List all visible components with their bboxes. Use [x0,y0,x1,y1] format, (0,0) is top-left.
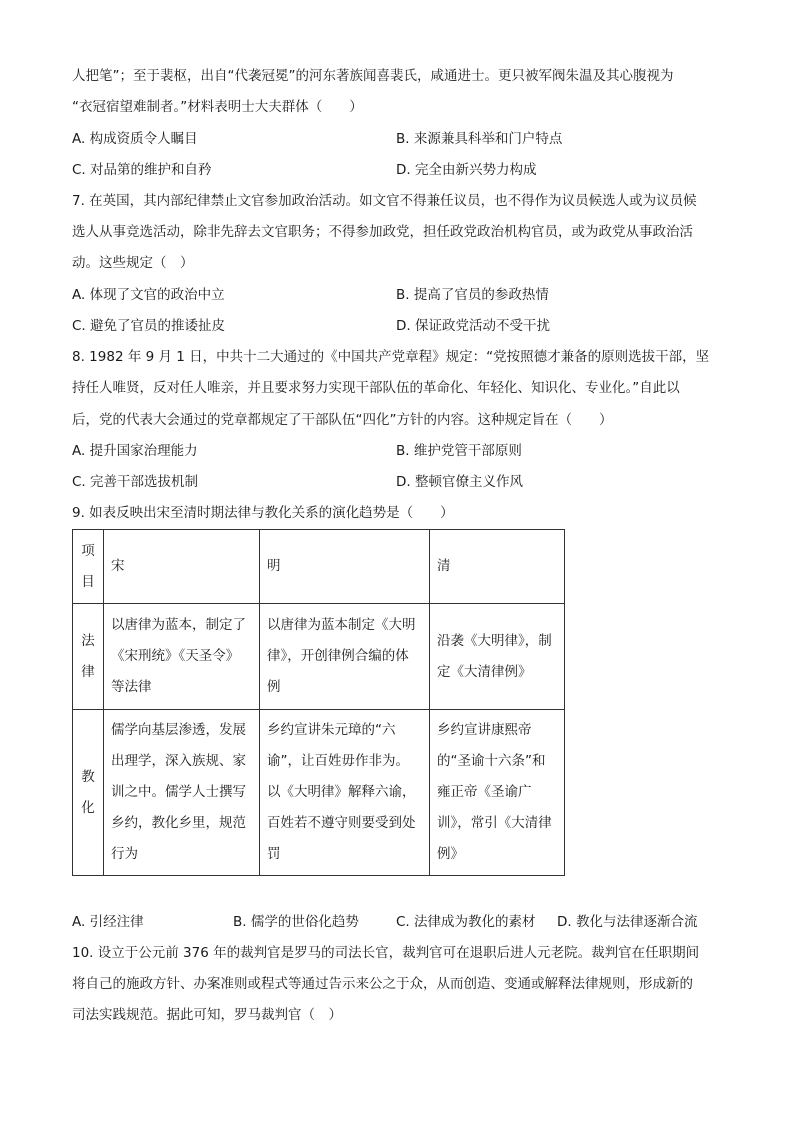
q9-option-c[interactable]: C. 法律成为教化的素材 [396,914,536,930]
q8-stem-line-2: 持任人唯贤，反对任人唯亲，并且要求努力实现干部队伍的革命化、年轻化、知识化、专业化。”自此以 [72,380,680,396]
q7-option-c[interactable]: C. 避免了官员的推诿扯皮 [72,318,226,334]
q7-stem-line-3: 动。这些规定（ ） [72,255,194,271]
q8-option-d[interactable]: D. 整顿官僚主义作风 [396,474,523,490]
table-cell-law-ming: 以唐律为蓝本制定《大明律》，开创律例合编的体例 [260,604,430,710]
q6-option-a[interactable]: A. 构成资质令人瞩目 [72,131,198,147]
q7-stem-line-1: 7. 在英国，其内部纪律禁止文官参加政治活动。如文官不得兼任议员，也不得作为议员候选人或为议员候 [72,193,697,209]
q6-option-c[interactable]: C. 对品第的维护和自矜 [72,162,212,178]
table-header-ming: 明 [260,530,430,604]
table-cell-education-song: 儒学向基层渗透，发展出理学，深入族规、家训之中。儒学人士撰写乡约，教化乡里，规范行为 [104,710,260,876]
table-cell-education-ming: 乡约宣讲朱元璋的“六谕”，让百姓毋作非为。以《大明律》解释六谕，百姓若不遵守则要受到处罚 [260,710,430,876]
q9-option-a[interactable]: A. 引经注律 [72,914,144,930]
q9-stem: 9. 如表反映出宋至清时期法律与教化关系的演化趋势是（ ） [72,505,454,521]
q6-option-b[interactable]: B. 来源兼具科举和门户特点 [396,131,563,147]
q7-option-b[interactable]: B. 提高了官员的参政热情 [396,287,549,303]
q9-table [72,529,565,876]
q6-stem-line-1: 人把笔”；至于裴枢，出自“代袭冠冕”的河东著族闻喜裴氏，咸通进士。更只被军阀朱温及其心腹视为 [72,68,674,84]
table-row-label-education: 教化 [73,710,104,876]
q8-option-c[interactable]: C. 完善干部选拔机制 [72,474,199,490]
q8-option-b[interactable]: B. 维护党管干部原则 [396,443,522,459]
q7-stem-line-2: 选人从事竞选活动，除非先辞去文官职务；不得参加政党，担任政党政治机构官员，或为政党从事政治活 [72,224,693,240]
q8-stem-line-3: 后，党的代表大会通过的党章都规定了干部队伍“四化”方针的内容。这种规定旨在（ ） [72,412,613,428]
table-row-label-law: 法律 [73,604,104,710]
table-cell-law-song: 以唐律为蓝本，制定了《宋刑统》《天圣令》等法律 [104,604,260,710]
table-row-education [73,710,565,876]
table-header-item: 项目 [73,530,104,604]
q7-option-d[interactable]: D. 保证政党活动不受干扰 [396,318,550,334]
q6-option-d[interactable]: D. 完全由新兴势力构成 [396,162,537,178]
table-header-song: 宋 [104,530,260,604]
q10-stem-line-3: 司法实践规范。据此可知，罗马裁判官（ ） [72,1007,342,1023]
q10-stem-line-2: 将自己的施政方针、办案准则或程式等通过告示来公之于众，从而创造、变通或解释法律规则，形成新的 [72,976,693,992]
table-cell-law-qing: 沿袭《大明律》，制定《大清律例》 [430,604,565,710]
q9-option-d[interactable]: D. 教化与法律逐渐合流 [557,914,698,930]
q8-option-a[interactable]: A. 提升国家治理能力 [72,443,198,459]
table-cell-education-qing: 乡约宣讲康熙帝的“圣谕十六条”和雍正帝《圣谕广训》，常引《大清律例》 [430,710,565,876]
table-header-row [73,530,565,604]
table-header-qing: 清 [430,530,565,604]
q6-stem-line-2: “衣冠宿望难制者。”材料表明士大夫群体（ ） [72,99,363,115]
q9-option-b[interactable]: B. 儒学的世俗化趋势 [233,914,359,930]
q10-stem-line-1: 10. 设立于公元前 376 年的裁判官是罗马的司法长官，裁判官可在退职后进人元老院。裁判官在任职期间 [72,945,700,961]
q8-stem-line-1: 8. 1982 年 9 月 1 日，中共十二大通过的《中国共产党章程》规定：“党按照德才兼备的原则选拔干部，坚 [72,349,710,365]
q7-option-a[interactable]: A. 体现了文官的政治中立 [72,287,225,303]
table-row-law [73,604,565,710]
